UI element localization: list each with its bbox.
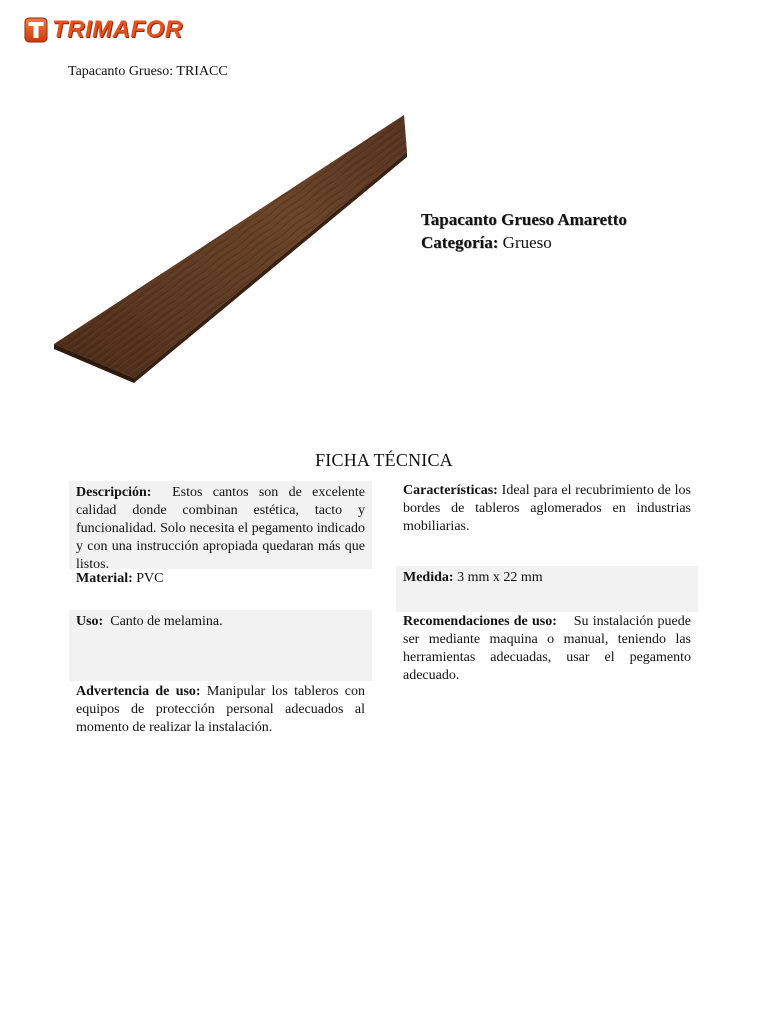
uso-text: Canto de melamina. <box>110 614 223 629</box>
category-value: Grueso <box>502 233 552 252</box>
advertencia-label: Advertencia de uso: <box>76 684 201 699</box>
trimafor-logo-icon <box>24 17 48 43</box>
product-info <box>421 208 627 254</box>
uso-label: Uso: <box>76 614 104 629</box>
trimafor-logo <box>24 17 183 43</box>
advertencia-cell <box>69 680 372 740</box>
sheet-title: FICHA TÉCNICA <box>315 450 453 470</box>
medida-label: Medida: <box>403 570 454 585</box>
caracteristicas-text: Ideal para el recubrimiento de los bordes de tableros aglomerados en industrias mobiliarias. <box>403 483 692 534</box>
recomendaciones-cell <box>396 610 698 682</box>
material-text: PVC <box>136 571 164 586</box>
medida-text: 3 mm x 22 mm <box>457 570 543 585</box>
recomendaciones-label: Recomendaciones de uso: <box>403 614 557 629</box>
caracteristicas-label: Características: <box>403 483 498 498</box>
material-label: Material: <box>76 571 133 586</box>
product-name: Tapacanto Grueso Amaretto <box>421 210 627 229</box>
material-cell <box>69 567 372 591</box>
medida-cell <box>396 566 698 612</box>
wood-edge-strip-image <box>52 112 408 394</box>
recomendaciones-text: Su instalación puede ser mediante maquina o manual, teniendo las herramientas adecuadas, usar el pegamento adecuado. <box>403 614 691 683</box>
uso-cell <box>69 610 372 681</box>
product-category <box>421 231 627 254</box>
category-label: Categoría: <box>421 233 499 252</box>
descripcion-text: Estos cantos son de excelente calidad donde combinan estética, tacto y funcionalidad. Solo necesita el pegamento indicado y con una instrucción apropiada quedaran más que listos. <box>76 485 365 572</box>
descripcion-cell <box>69 481 372 572</box>
advertencia-text: Manipular los tableros con equipos de protección personal adecuados al momento de realizar la instalación. <box>76 684 365 735</box>
product-line-header: Tapacanto Grueso: TRIACC <box>68 64 228 79</box>
brand-name: TRIMAFOR <box>52 16 183 43</box>
caracteristicas-cell <box>396 479 698 549</box>
descripcion-label: Descripción: <box>76 485 152 500</box>
